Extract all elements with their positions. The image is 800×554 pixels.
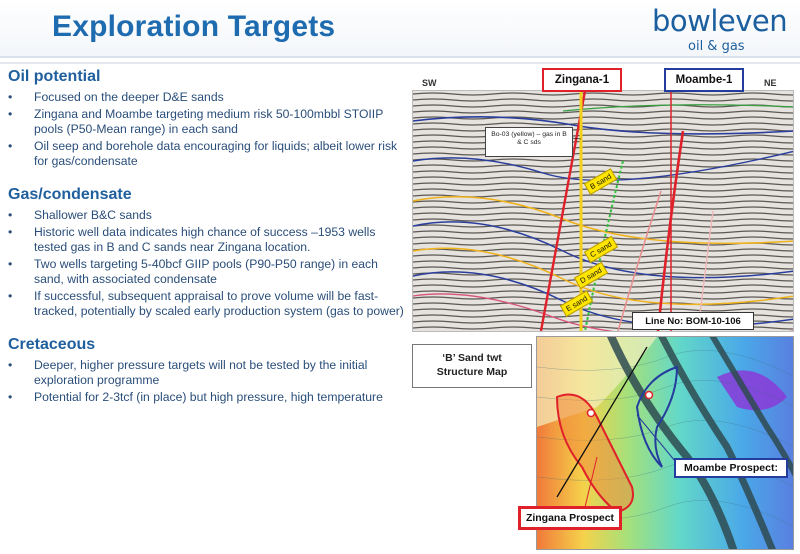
well-callout: Bo-03 (yellow) – gas in B & C sds (485, 127, 573, 157)
section-cretaceous (8, 336, 404, 405)
map-title-line: Structure Map (436, 366, 508, 378)
sand-label: E sand (560, 290, 594, 317)
company-logo (652, 6, 792, 54)
bullet-list (8, 90, 404, 169)
sand-label: D sand (574, 262, 608, 289)
slide-title: Exploration Targets (52, 10, 336, 43)
bullet-item: • Oil seep and borehole data encouraging for liquids; albeit lower risk for gas/condensate (8, 139, 404, 169)
section-oil-potential (8, 68, 404, 169)
section-title: Oil potential (8, 68, 101, 85)
structure-map (412, 336, 796, 550)
bullet-item: • Historic well data indicates high chance of success –1953 wells tested gas in B and C sands near Zingana location. (8, 225, 404, 255)
well-label-zingana: Zingana-1 (542, 68, 622, 92)
moambe-prospect-label: Moambe Prospect: (674, 458, 788, 478)
sand-label: B sand (584, 168, 618, 195)
logo-wordmark: bowleven (652, 4, 788, 38)
zingana-prospect-label: Zingana Prospect (518, 506, 622, 530)
section-title: Gas/condensate (8, 186, 132, 203)
logo-subtitle: oil & gas (688, 39, 745, 54)
text-column (8, 68, 404, 407)
sw-direction-label: SW (422, 78, 437, 88)
map-title-line: ‘B’ Sand twt (442, 352, 502, 364)
section-title: Cretaceous (8, 336, 96, 353)
bullet-list (8, 208, 404, 319)
bullet-item: • Shallower B&C sands (8, 208, 404, 223)
seismic-section (412, 66, 794, 332)
bullet-item: • Potential for 2-3tcf (in place) but high pressure, high temperature (8, 390, 404, 405)
bullet-item: • If successful, subsequent appraisal to prove volume will be fast-tracked, potentially by scaled early production system (gas to power) (8, 289, 404, 319)
ne-direction-label: NE (764, 78, 777, 88)
bullet-item: • Two wells targeting 5-40bcf GIIP pools (P90-P50 range) in each sand, with associated condensate (8, 257, 404, 287)
slide-header (0, 0, 800, 58)
bullet-item: • Deeper, higher pressure targets will not be tested by the initial exploration programme (8, 358, 404, 388)
well-label-moambe: Moambe-1 (664, 68, 744, 92)
sand-label: C sand (584, 236, 618, 263)
bullet-item: • Focused on the deeper D&E sands (8, 90, 404, 105)
bullet-item: • Zingana and Moambe targeting medium risk 50-100mbbl STOIIP pools (P50-Mean range) in each sand (8, 107, 404, 137)
seismic-reflectors (413, 91, 794, 332)
line-number-label: Line No: BOM-10-106 (632, 312, 754, 330)
section-gas-condensate (8, 186, 404, 319)
bullet-list (8, 358, 404, 405)
map-title (412, 344, 532, 388)
seismic-image (412, 90, 794, 332)
header-divider (0, 62, 800, 64)
